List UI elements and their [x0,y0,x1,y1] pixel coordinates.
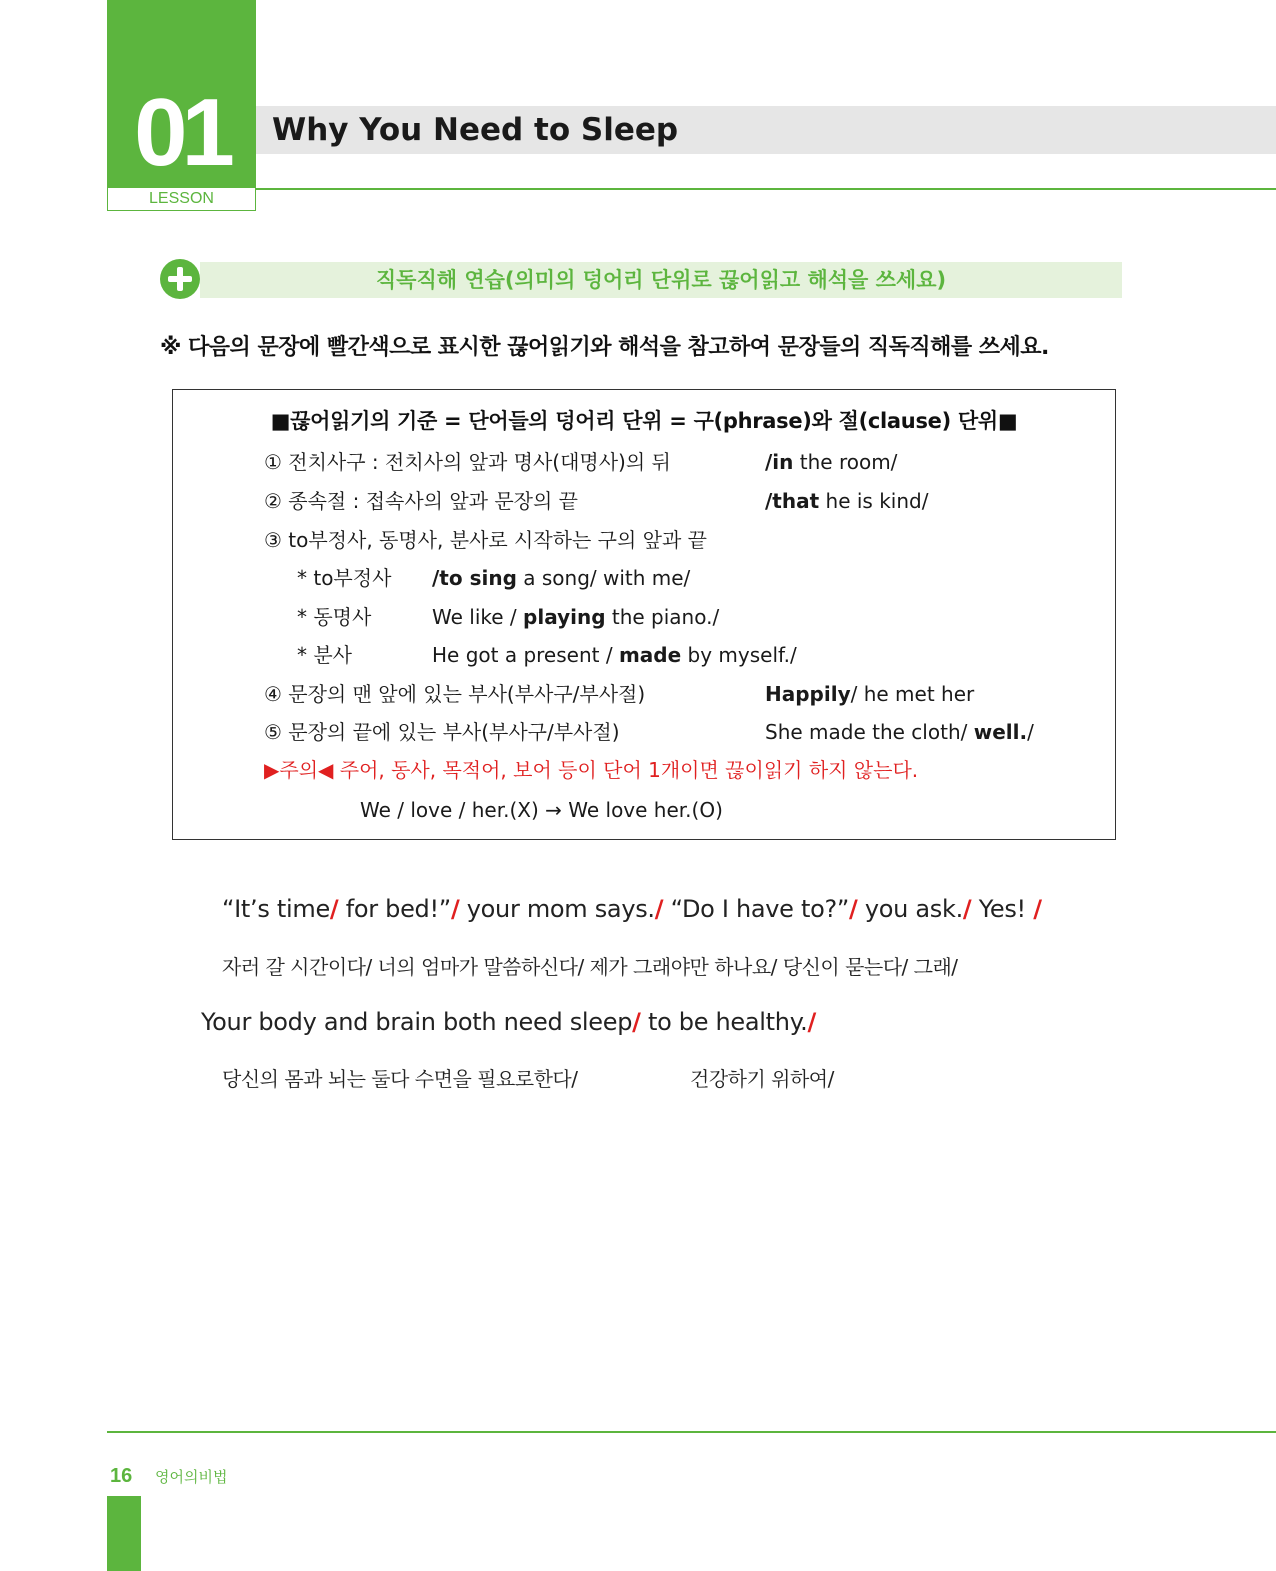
section-heading: 직독직해 연습(의미의 덩어리 단위로 끊어읽고 해석을 쓰세요) [375,268,947,292]
instruction-text: ※ 다음의 문장에 빨간색으로 표시한 끊어읽기와 해석을 참고하여 문장들의 직독직해를 쓰세요. [160,335,1049,360]
rules-title: ■끊어읽기의 기준 = 단어들의 덩어리 단위 = 구(phrase)와 절(clause) 단위■ [270,409,1018,433]
sentence-2: Your body and brain both need sleep/ to be healthy./ [201,1008,816,1036]
rule-2-example: /that he is kind/ [765,489,929,513]
caution-example: We / love / her.(X) → We love her.(O) [360,798,723,822]
rule-5-example: She made the cloth/ well./ [765,720,1034,744]
sentence-2-translation-a: 당신의 몸과 뇌는 둘다 수면을 필요로한다/ [222,1067,578,1091]
title-divider [256,188,1276,190]
book-title: 영어의비법 [155,1468,228,1486]
caution-note: ▶주의◀ 주어, 동사, 목적어, 보어 등이 단어 1개이면 끊이읽기 하지 않는다. [264,758,919,782]
rule-3a-label: * to부정사 [297,566,392,590]
rule-5-label: ⑤ 문장의 끝에 있는 부사(부사구/부사절) [264,720,620,744]
lesson-number: 01 [134,79,229,186]
plus-icon [160,259,200,299]
rule-4-label: ④ 문장의 맨 앞에 있는 부사(부사구/부사절) [264,682,646,706]
page-title: Why You Need to Sleep [272,112,679,148]
rule-3-label: ③ to부정사, 동명사, 분사로 시작하는 구의 앞과 끝 [264,528,707,552]
sentence-1-translation: 자러 갈 시간이다/ 너의 엄마가 말씀하신다/ 제가 그래야만 하나요/ 당신이 묻는다/ 그래/ [222,955,958,979]
page-number: 16 [110,1465,133,1487]
rule-2-label: ② 종속절 : 접속사의 앞과 문장의 끝 [264,489,578,513]
footer-divider [107,1431,1276,1433]
lesson-label: LESSON [107,188,256,211]
sentence-1: “It’s time/ for bed!”/ your mom says./ “Do I have to?”/ you ask./ Yes! / [222,895,1042,923]
rule-3c-label: * 분사 [297,643,352,667]
rule-3c-example: He got a present / made by myself./ [432,643,797,667]
rule-4-example: Happily/ he met her [765,682,975,706]
rule-1-label: ① 전치사구 : 전치사의 앞과 명사(대명사)의 뒤 [264,450,671,474]
rule-3a-example: /to sing a song/ with me/ [432,566,691,590]
rule-3b-label: * 동명사 [297,605,372,629]
footer-block [107,1496,141,1571]
rule-1-example: /in the room/ [765,450,898,474]
sentence-2-translation-b: 건강하기 위하여/ [690,1067,834,1091]
rule-3b-example: We like / playing the piano./ [432,605,720,629]
